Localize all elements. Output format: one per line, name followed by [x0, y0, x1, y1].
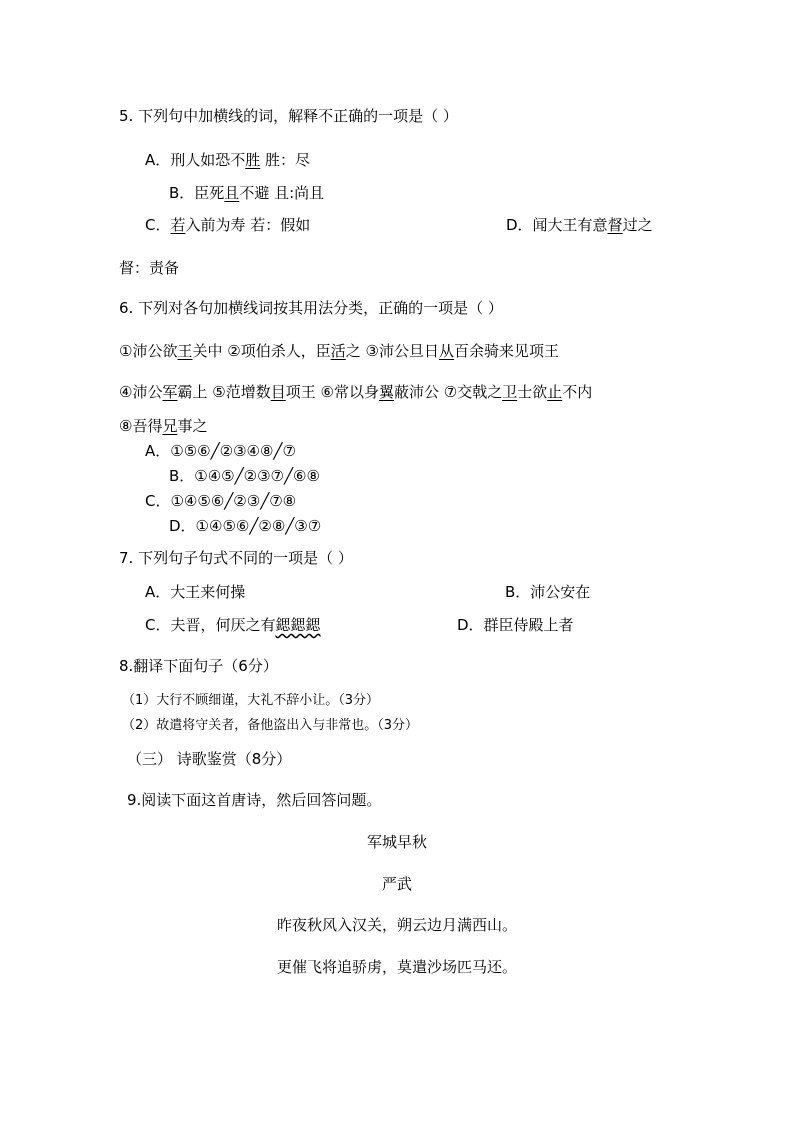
q8-sentence-1: （1）大行不顾细谨，大礼不辞小让。（3分）	[122, 693, 380, 708]
q6-item-1: ①沛公欲王关中	[119, 342, 228, 360]
q8-sentence-2: （2）故遣将守关者，备他盗出入与非常也。（3分）	[122, 718, 419, 733]
q5-b-word: 且	[224, 184, 240, 202]
q8-stem: 8.翻译下面句子（6分）	[119, 657, 278, 675]
q5-option-d	[506, 215, 653, 235]
q5-b-middle: 不避	[239, 184, 275, 202]
q5-d-suffix: 过之	[622, 216, 653, 234]
section-3-heading: （三） 诗歌鉴赏（8分）	[127, 750, 292, 768]
q5-option-c	[145, 215, 310, 235]
q9-stem: 9.阅读下面这首唐诗，然后回答问题。	[127, 791, 382, 809]
poem-line-1: 昨夜秋风入汉关，朔云边月满西山。	[276, 916, 517, 934]
q5-b-prefix: B．臣死	[169, 184, 225, 202]
poem-title: 军城早秋	[366, 833, 427, 851]
q7-c-mark: 鍶鍶鍶	[275, 616, 321, 634]
poem-author: 严武	[381, 875, 412, 893]
q5-c-word: 若	[170, 216, 186, 234]
q6-option-d: D．①④⑤⑥╱②⑧╱③⑦	[169, 517, 322, 535]
q5-a-prefix: A．刑人如恐不	[145, 151, 246, 169]
q6-row-3: ⑧吾得兄事之	[119, 417, 208, 435]
q6-option-c: C．①④⑤⑥╱②③╱⑦⑧	[145, 492, 297, 510]
q7-option-d: D．群臣侍殿上者	[457, 616, 574, 634]
q5-option-b	[169, 183, 324, 203]
q6-stem: 6. 下列对各句加横线词按其用法分类，正确的一项是（ ）	[119, 299, 503, 317]
q7-option-b: B．沛公安在	[505, 583, 591, 601]
q6-row-1	[119, 341, 559, 361]
q6-item-4: ④沛公军霸上	[119, 383, 213, 401]
q5-c-explain: 若：假如	[250, 216, 311, 234]
q6-item-5: ⑤范增数目项王	[212, 383, 321, 401]
q5-b-explain: 且:尚且	[274, 184, 325, 202]
q6-item-7: ⑦交戟之卫士欲止不内	[443, 383, 593, 401]
q6-item-3: ③沛公旦日从百余骑来见项王	[365, 342, 559, 360]
q7-option-c: C．夫晋，何厌之有鍶鍶鍶	[145, 616, 321, 634]
q5-c-middle: 入前为寿	[185, 216, 251, 234]
q6-row-2	[119, 382, 592, 402]
q7-option-a: A．大王来何操	[145, 583, 246, 601]
q5-c-prefix: C．	[145, 216, 171, 234]
q6-item-2: ②项伯杀人，臣活之	[227, 342, 366, 360]
q6-option-b: B．①④⑤╱②③⑦╱⑥⑧	[169, 467, 320, 485]
q5-a-word: 胜	[245, 151, 261, 169]
q7-stem: 7. 下列句子句式不同的一项是（ ）	[119, 549, 353, 567]
q6-option-a: A．①⑤⑥╱②③④⑧╱⑦	[145, 442, 296, 460]
q5-d-prefix: D．闻大王有意	[506, 216, 608, 234]
q6-item-6: ⑥常以身翼蔽沛公	[320, 383, 444, 401]
q5-stem: 5. 下列句中加横线的词，解释不正确的一项是（ ）	[119, 107, 458, 125]
q5-option-d-continued: 督：责备	[119, 259, 180, 277]
q5-a-explain: 胜：尽	[260, 151, 311, 169]
q5-d-word: 督	[607, 216, 623, 234]
poem-line-2: 更催飞将追骄虏，莫遣沙场匹马还。	[276, 958, 517, 976]
q5-option-a	[145, 150, 310, 170]
